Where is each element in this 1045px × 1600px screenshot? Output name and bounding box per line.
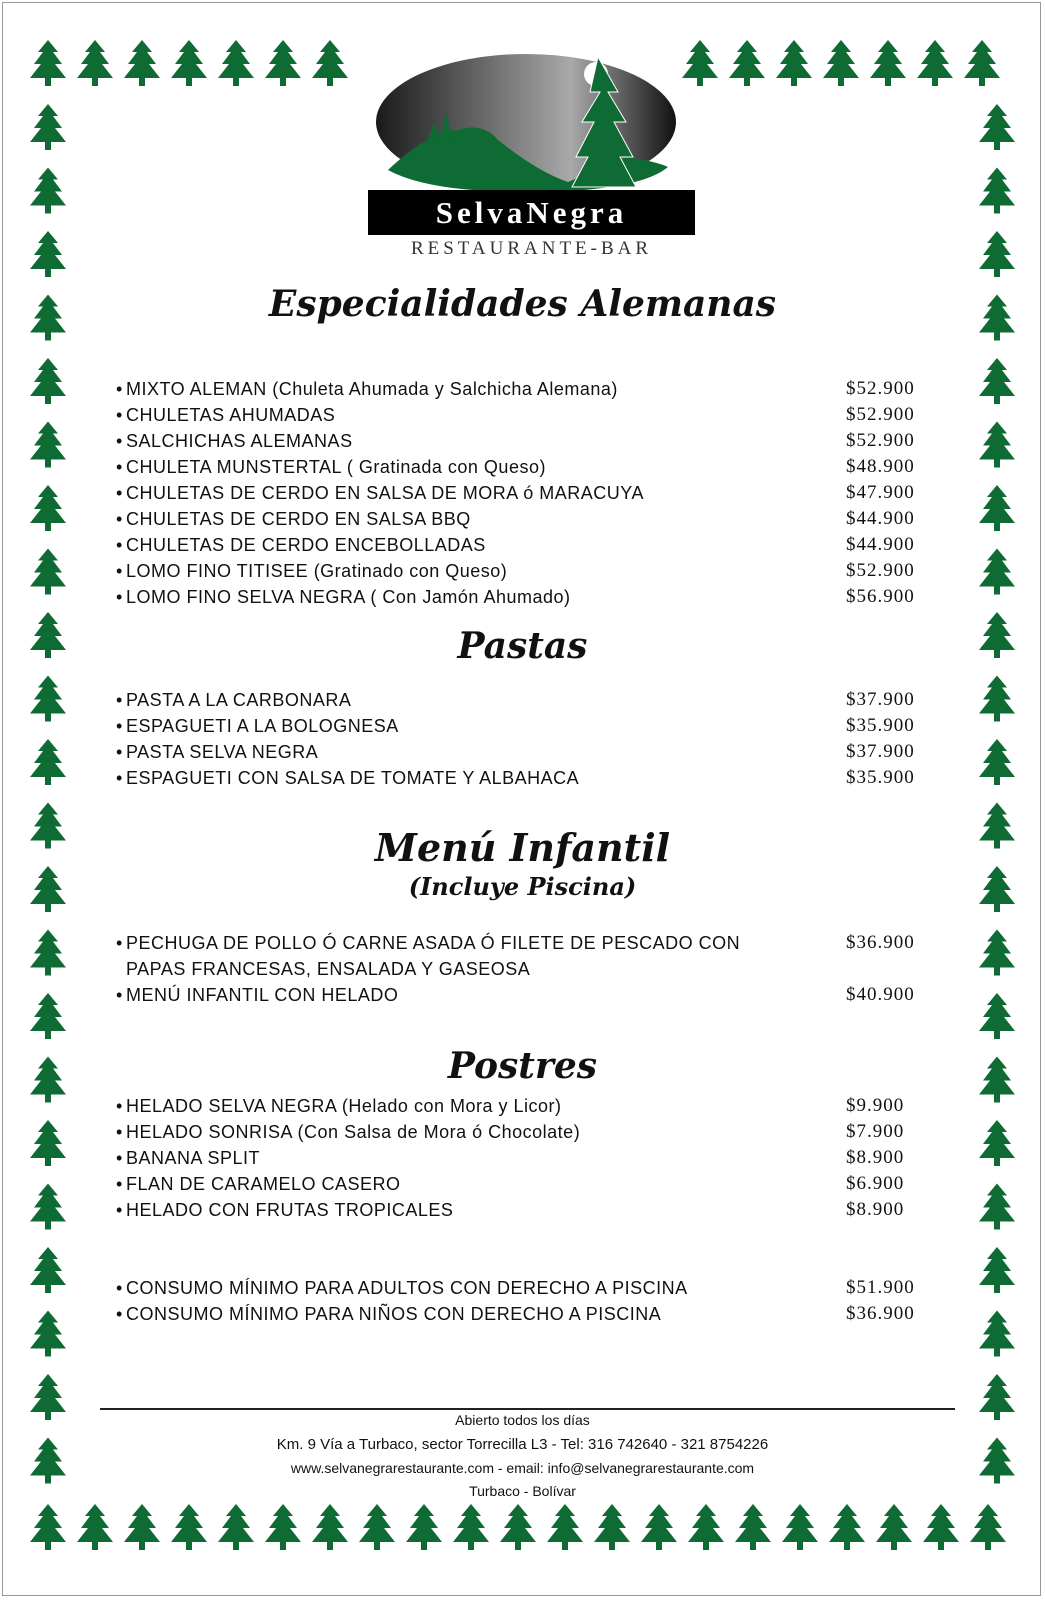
- pine-tree-icon: [30, 930, 66, 976]
- menu-item-price: $40.900: [846, 984, 915, 1005]
- pine-tree-icon: [406, 1504, 442, 1550]
- pine-tree-icon: [923, 1504, 959, 1550]
- pine-tree-icon: [979, 739, 1015, 785]
- menu-item: [116, 558, 916, 584]
- section-title-postres: Postres: [447, 1045, 598, 1087]
- menu-item-price: $44.900: [846, 534, 915, 555]
- pine-tree-icon: [171, 40, 207, 86]
- pine-tree-icon: [77, 40, 113, 86]
- menu-item-name: PASTA SELVA NEGRA: [126, 742, 319, 762]
- section-title-pastas: Pastas: [457, 625, 588, 667]
- menu-item: [116, 428, 916, 454]
- brand-subtitle: RESTAURANTE-BAR: [410, 238, 653, 259]
- pine-tree-icon: [870, 40, 906, 86]
- menu-item-name: MENÚ INFANTIL CON HELADO: [126, 985, 399, 1005]
- menu-item: [116, 1145, 916, 1171]
- menu-item: [116, 739, 916, 765]
- menu-item-name: CONSUMO MÍNIMO PARA ADULTOS CON DERECHO A PISCINA: [126, 1278, 688, 1298]
- menu-item: [116, 376, 916, 402]
- pine-tree-icon: [30, 1504, 66, 1550]
- menu-item: [116, 1093, 916, 1119]
- menu-item-price: $35.900: [846, 767, 915, 788]
- menu-item: [116, 1275, 916, 1301]
- pine-tree-icon: [979, 1120, 1015, 1166]
- menu-item-price: $6.900: [846, 1173, 905, 1194]
- menu-item-price: $56.900: [846, 586, 915, 607]
- menu-item-name: CHULETA MUNSTERTAL ( Gratinada con Queso): [126, 457, 546, 477]
- pine-tree-icon: [979, 1247, 1015, 1293]
- bullet-icon: •: [116, 985, 123, 1005]
- pine-tree-icon: [77, 1504, 113, 1550]
- pine-tree-icon: [641, 1504, 677, 1550]
- bullet-icon: •: [116, 1148, 123, 1168]
- bullet-icon: •: [116, 768, 123, 788]
- menu-item-price: $36.900: [846, 1303, 915, 1324]
- footer-address: Km. 9 Vía a Turbaco, sector Torrecilla L3 - Tel: 316 742640 - 321 8754226: [276, 1436, 769, 1453]
- footer-web-email: www.selvanegrarestaurante.com - email: info@selvanegrarestaurante.com: [290, 1460, 755, 1476]
- menu-item-price: $8.900: [846, 1199, 905, 1220]
- menu-item-price: $9.900: [846, 1095, 905, 1116]
- pine-tree-icon: [30, 676, 66, 722]
- pine-tree-icon: [979, 104, 1015, 150]
- brand-name: SelvaNegra: [368, 190, 695, 235]
- menu-item: [116, 765, 916, 791]
- menu-item: [116, 454, 916, 480]
- pine-tree-icon: [30, 1184, 66, 1230]
- bullet-icon: •: [116, 561, 123, 581]
- menu-item: [116, 687, 916, 713]
- pine-tree-icon: [30, 168, 66, 214]
- pine-tree-icon: [312, 40, 348, 86]
- pine-tree-icon: [782, 1504, 818, 1550]
- menu-item-price: $36.900: [846, 932, 915, 953]
- menu-item-price: $44.900: [846, 508, 915, 529]
- bullet-icon: •: [116, 535, 123, 555]
- menu-item: [116, 1171, 916, 1197]
- menu-item-price: $37.900: [846, 689, 915, 710]
- pine-tree-icon: [979, 485, 1015, 531]
- menu-item-name: HELADO SELVA NEGRA (Helado con Mora y Licor): [126, 1096, 562, 1116]
- menu-item-name: PASTA A LA CARBONARA: [126, 690, 352, 710]
- pine-tree-icon: [688, 1504, 724, 1550]
- bullet-icon: •: [116, 1174, 123, 1194]
- pine-tree-icon: [312, 1504, 348, 1550]
- pine-tree-icon: [979, 993, 1015, 1039]
- menu-item-name: FLAN DE CARAMELO CASERO: [126, 1174, 401, 1194]
- pine-tree-icon: [124, 40, 160, 86]
- menu-item-name: HELADO CON FRUTAS TROPICALES: [126, 1200, 454, 1220]
- bullet-icon: •: [116, 690, 123, 710]
- menu-item: [116, 982, 916, 1008]
- menu-item-name: PECHUGA DE POLLO Ó CARNE ASADA Ó FILETE DE PESCADO CON: [126, 933, 741, 953]
- pine-tree-icon: [829, 1504, 865, 1550]
- menu-item-price: $52.900: [846, 430, 915, 451]
- pine-tree-icon: [30, 993, 66, 1039]
- pine-tree-icon: [547, 1504, 583, 1550]
- menu-item-name: HELADO SONRISA (Con Salsa de Mora ó Chocolate): [126, 1122, 581, 1142]
- bullet-icon: •: [116, 509, 123, 529]
- menu-item: [116, 1301, 916, 1327]
- pine-tree-icon: [30, 40, 66, 86]
- pine-tree-icon: [979, 930, 1015, 976]
- menu-item-name: CONSUMO MÍNIMO PARA NIÑOS CON DERECHO A PISCINA: [126, 1304, 662, 1324]
- menu-item: [116, 584, 916, 610]
- pine-tree-icon: [218, 40, 254, 86]
- footer-city: Turbaco - Bolívar: [469, 1483, 576, 1499]
- bullet-icon: •: [116, 379, 123, 399]
- bullet-icon: •: [116, 457, 123, 477]
- pine-tree-icon: [979, 422, 1015, 468]
- pine-tree-icon: [500, 1504, 536, 1550]
- menu-item: [116, 480, 916, 506]
- bullet-icon: •: [116, 716, 123, 736]
- pine-tree-icon: [124, 1504, 160, 1550]
- menu-item-price: $51.900: [846, 1277, 915, 1298]
- pine-tree-icon: [30, 1120, 66, 1166]
- bullet-icon: •: [116, 1096, 123, 1116]
- pine-tree-icon: [917, 40, 953, 86]
- bullet-icon: •: [116, 933, 123, 953]
- pine-tree-icon: [964, 40, 1000, 86]
- menu-item-name: ESPAGUETI A LA BOLOGNESA: [126, 716, 399, 736]
- menu-item-price: $8.900: [846, 1147, 905, 1168]
- bullet-icon: •: [116, 742, 123, 762]
- menu-item-price: $35.900: [846, 715, 915, 736]
- pine-tree-icon: [171, 1504, 207, 1550]
- menu-item: [116, 506, 916, 532]
- pine-tree-icon: [735, 1504, 771, 1550]
- menu-item: [116, 532, 916, 558]
- pine-tree-icon: [30, 739, 66, 785]
- menu-item-name: LOMO FINO TITISEE (Gratinado con Queso): [126, 561, 508, 581]
- menu-item-price: $48.900: [846, 456, 915, 477]
- pine-tree-icon: [265, 40, 301, 86]
- menu-item-name: CHULETAS DE CERDO EN SALSA BBQ: [126, 509, 471, 529]
- menu-item: [116, 930, 916, 982]
- menu-item-name-continued: PAPAS FRANCESAS, ENSALADA Y GASEOSA: [126, 959, 531, 979]
- pine-tree-icon: [30, 485, 66, 531]
- section-subtitle-infantil: (Incluye Piscina): [408, 872, 637, 901]
- bullet-icon: •: [116, 1304, 123, 1324]
- footer-hours: Abierto todos los días: [455, 1412, 590, 1428]
- menu-item-name: BANANA SPLIT: [126, 1148, 261, 1168]
- pine-tree-icon: [30, 104, 66, 150]
- pine-tree-icon: [979, 549, 1015, 595]
- bullet-icon: •: [116, 1278, 123, 1298]
- pine-tree-icon: [30, 358, 66, 404]
- pine-tree-icon: [359, 1504, 395, 1550]
- pine-tree-icon: [30, 422, 66, 468]
- menu-item-name: CHULETAS DE CERDO EN SALSA DE MORA ó MARACUYA: [126, 483, 644, 503]
- menu-item-name: CHULETAS AHUMADAS: [126, 405, 336, 425]
- pine-tree-icon: [776, 40, 812, 86]
- section-title-especialidades: Especialidades Alemanas: [268, 283, 777, 325]
- menu-item-price: $52.900: [846, 378, 915, 399]
- bullet-icon: •: [116, 431, 123, 451]
- menu-item-name: SALCHICHAS ALEMANAS: [126, 431, 353, 451]
- bullet-icon: •: [116, 587, 123, 607]
- menu-item: [116, 713, 916, 739]
- menu-item-price: $47.900: [846, 482, 915, 503]
- footer-divider: [100, 1408, 955, 1410]
- pine-tree-icon: [979, 168, 1015, 214]
- pine-tree-icon: [979, 676, 1015, 722]
- menu-item-price: $37.900: [846, 741, 915, 762]
- menu-item-price: $52.900: [846, 404, 915, 425]
- pine-tree-icon: [979, 358, 1015, 404]
- menu-item-name: ESPAGUETI CON SALSA DE TOMATE Y ALBAHACA: [126, 768, 580, 788]
- pine-tree-icon: [30, 1247, 66, 1293]
- section-title-infantil: Menú Infantil: [374, 825, 671, 870]
- pine-tree-icon: [979, 1311, 1015, 1357]
- bullet-icon: •: [116, 405, 123, 425]
- pine-tree-icon: [30, 231, 66, 277]
- menu-item-price: $52.900: [846, 560, 915, 581]
- pine-tree-icon: [970, 1504, 1006, 1550]
- menu-item-name: LOMO FINO SELVA NEGRA ( Con Jamón Ahumado): [126, 587, 571, 607]
- pine-tree-icon: [453, 1504, 489, 1550]
- bullet-icon: •: [116, 483, 123, 503]
- pine-tree-icon: [30, 549, 66, 595]
- pine-tree-icon: [265, 1504, 301, 1550]
- bullet-icon: •: [116, 1200, 123, 1220]
- menu-item: [116, 402, 916, 428]
- pine-tree-icon: [729, 40, 765, 86]
- pine-tree-icon: [876, 1504, 912, 1550]
- bullet-icon: •: [116, 1122, 123, 1142]
- pine-tree-icon: [594, 1504, 630, 1550]
- menu-item: [116, 1197, 916, 1223]
- menu-item: [116, 1119, 916, 1145]
- pine-tree-icon: [218, 1504, 254, 1550]
- menu-item-price: $7.900: [846, 1121, 905, 1142]
- pine-tree-icon: [823, 40, 859, 86]
- pine-tree-icon: [979, 1184, 1015, 1230]
- pine-tree-icon: [979, 231, 1015, 277]
- menu-item-name: MIXTO ALEMAN (Chuleta Ahumada y Salchicha Alemana): [126, 379, 618, 399]
- menu-item-name: CHULETAS DE CERDO ENCEBOLLADAS: [126, 535, 486, 555]
- pine-tree-icon: [30, 1311, 66, 1357]
